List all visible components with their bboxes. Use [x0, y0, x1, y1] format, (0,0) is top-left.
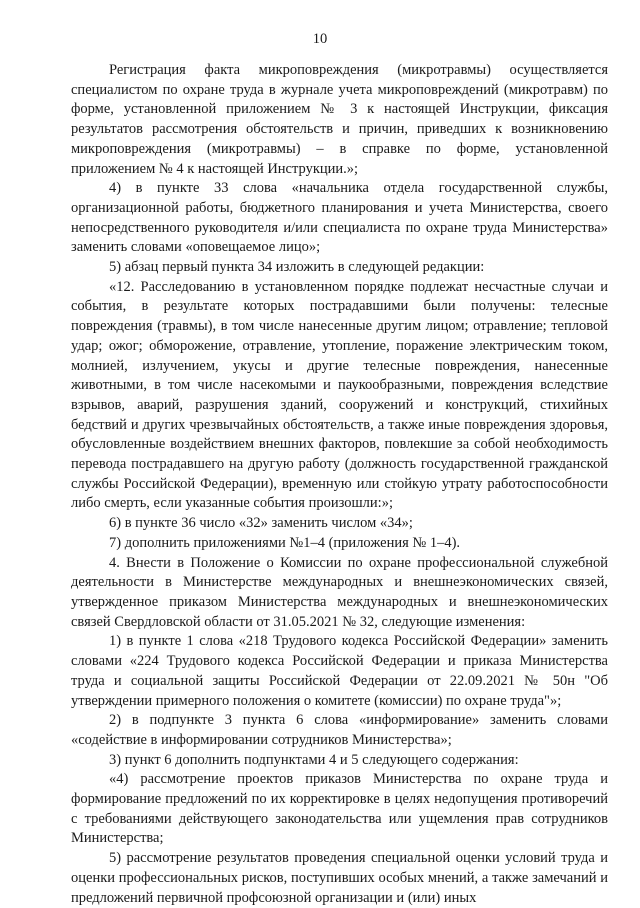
- paragraph-microtrauma-registration: Регистрация факта микроповреждения (микротравмы) осуществляется специалистом по охране труда в журнале учета микроповреждений (микротравм) по форме, установленной приложением № 3 к настоящей Инструкции, фиксация результатов рассмотрения обстоятельств и причин, приведших к возникновению микроповреждения (микротравмы) – в справке по форме, установленной приложением № 4 к настоящей Инструкции.»;: [71, 62, 608, 177]
- paragraph-subitem-3: 3) пункт 6 дополнить подпунктами 4 и 5 следующего содержания:: [109, 751, 519, 768]
- paragraph-section-4: 4. Внести в Положение о Комиссии по охране профессиональной служебной деятельности в Министерстве международных и внешнеэкономических связей, утвержденное приказом Министерства международных и внешнеэкономических связей Свердловской области от 31.05.2021 № 32, следующие изменения:: [71, 554, 608, 630]
- paragraph-item-4: 4) в пункте 33 слова «начальника отдела государственной службы, организационной работы, бюджетного планирования и учета Министерства, своего непосредственного руководителя и/или специалиста по охране труда Министерства» заменить словами «оповещаемое лицо»;: [71, 180, 608, 256]
- paragraph-item-5: 5) абзац первый пункта 34 изложить в следующей редакции:: [109, 259, 485, 276]
- paragraph-item-7: 7) дополнить приложениями №1–4 (приложения № 1–4).: [109, 534, 461, 551]
- page-number: 10: [312, 31, 328, 47]
- paragraph-new-subitem-5: 5) рассмотрение результатов проведения специальной оценки условий труда и оценки профессиональных рисков, поступивших особых мнений, а также замечаний и предложений первичной профсоюзной организации и (или) иных: [71, 850, 608, 906]
- paragraph-subitem-2: 2) в подпункте 3 пункта 6 слова «информирование» заменить словами «содействие в информировании сотрудников Министерства»;: [71, 712, 608, 748]
- paragraph-item-6: 6) в пункте 36 число «32» заменить числом «34»;: [109, 515, 413, 532]
- paragraph-new-subitem-4: «4) рассмотрение проектов приказов Министерства по охране труда и формирование предложений по их корректировке в целях недопущения противоречий с требованиями действующего законодательства или ущемления прав сотрудников Министерства;: [71, 771, 608, 847]
- paragraph-clause-12: «12. Расследованию в установленном порядке подлежат несчастные случаи и события, в результате которых пострадавшими были получены: телесные повреждения (травмы), в том числе нанесенные другим лицом; отравление; тепловой удар; ожог; обморожение, отравление, утопление, поражение электрическим током, молнией, излучением, укусы и другие телесные повреждения, нанесенные животными, в том числе насекомыми и паукообразными, повреждения вследствие взрывов, аварий, разрушения зданий, сооружений и конструкций, стихийных бедствий и других чрезвычайных обстоятельств, а также иные повреждения здоровья, обусловленные воздействием внешних факторов, повлекшие за собой необходимость перевода пострадавшего на другую работу (должность государственной гражданской службы Российской Федерации), временную или стойкую утрату работоспособности либо смерть, если указанные события произошли:»;: [71, 278, 608, 512]
- paragraph-subitem-1: 1) в пункте 1 слова «218 Трудового кодекса Российской Федерации» заменить словами «224 Трудового кодекса Российской Федерации и приказа Министерства труда и социальной защиты Российской Федерации от 22.09.2021 № 50н "Об утверждении примерного положения о комитете (комиссии) по охране труда"»;: [71, 633, 608, 709]
